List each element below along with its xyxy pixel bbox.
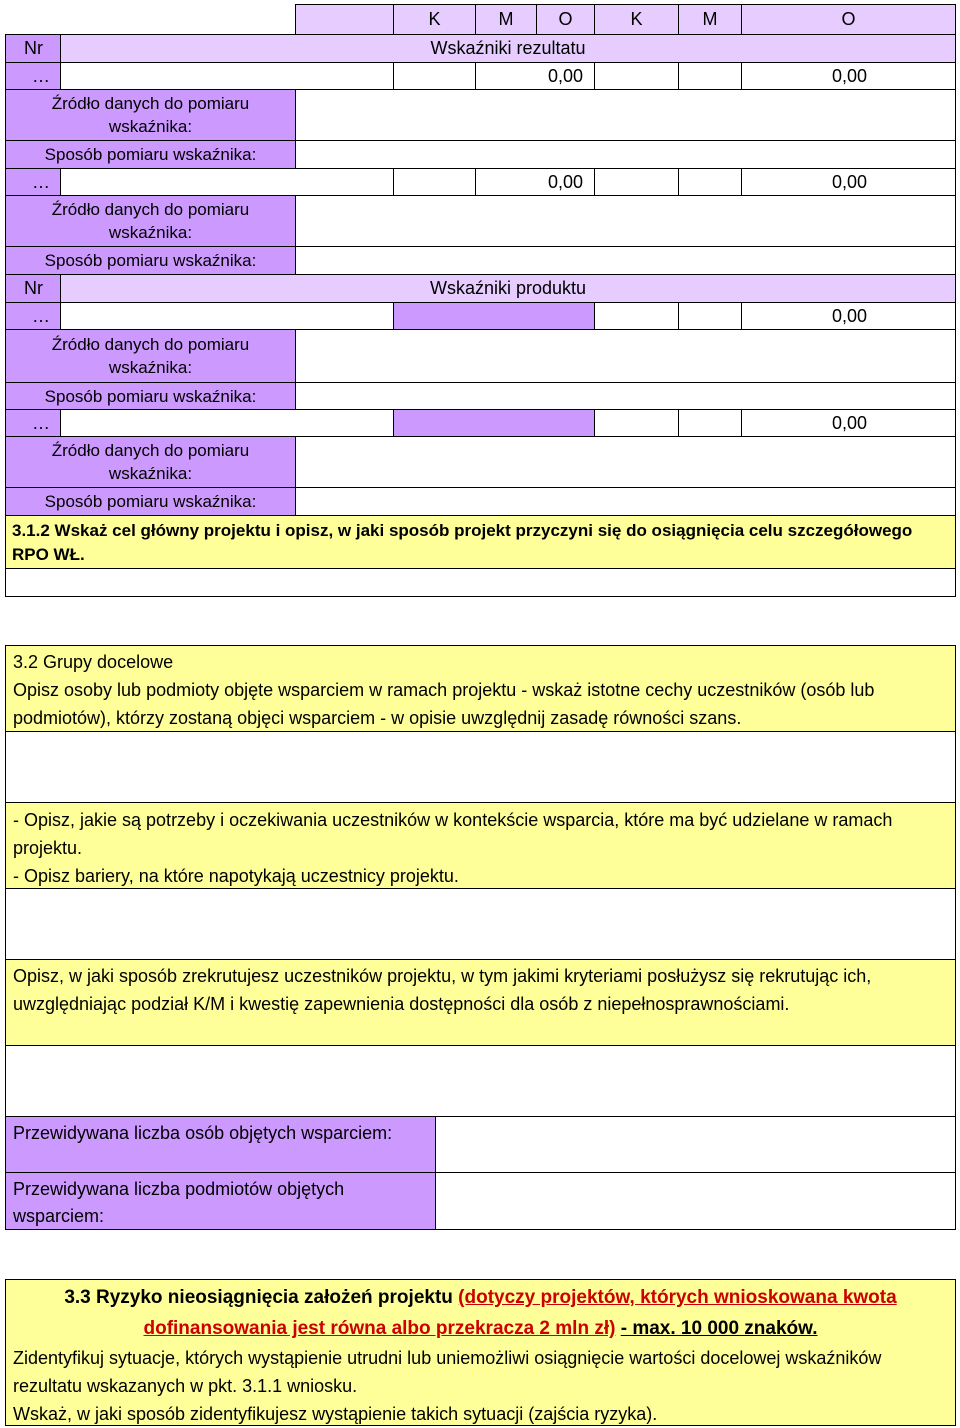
indicator-m-field[interactable]	[678, 168, 742, 196]
header-m: M	[678, 4, 742, 35]
indicator-k-field[interactable]	[594, 168, 679, 196]
source-field[interactable]	[295, 89, 956, 141]
section-33-limit: - max. 10 000 znaków.	[620, 1318, 818, 1339]
indicator-o-value: 0,00	[741, 302, 956, 330]
source-label: Źródło danych do pomiaru wskaźnika:	[5, 436, 296, 488]
indicator-m-field[interactable]	[678, 62, 742, 90]
needs-instructions	[5, 802, 956, 889]
header-k: K	[594, 4, 679, 35]
header-blank	[295, 4, 394, 35]
product-indicators-title: Wskaźniki produktu	[60, 274, 956, 303]
source-label: Źródło danych do pomiaru wskaźnika:	[5, 89, 296, 141]
indicator-name-field[interactable]	[60, 302, 394, 330]
indicator-k-field[interactable]	[594, 62, 679, 90]
indicator-name-field[interactable]	[60, 409, 394, 437]
section-33-line-2: Wskaż, w jaki sposób zidentyfikujesz wystąpienie takich sytuacji (zajścia ryzyka).	[13, 1404, 658, 1424]
persons-count-field[interactable]	[435, 1116, 956, 1173]
needs-line-2: - Opisz bariery, na które napotykają uczestnicy projektu.	[13, 866, 459, 886]
section-312-field[interactable]	[5, 568, 956, 597]
indicator-k-field[interactable]	[393, 62, 476, 90]
indicator-k-field[interactable]	[594, 302, 679, 330]
entities-count-field[interactable]	[435, 1172, 956, 1230]
method-label: Sposób pomiaru wskaźnika:	[5, 140, 296, 169]
row-marker: …	[5, 409, 61, 437]
method-field[interactable]	[295, 140, 956, 169]
indicator-base-field[interactable]	[393, 302, 595, 330]
method-field[interactable]	[295, 246, 956, 275]
section-33-box	[5, 1279, 956, 1426]
target-groups-field[interactable]	[5, 731, 956, 803]
section-312-heading: 3.1.2 Wskaż cel główny projektu i opisz, w jaki sposób projekt przyczyni się do osiągnięcia celu szczegółowego RPO WŁ.	[5, 515, 956, 569]
entities-count-label: Przewidywana liczba podmiotów objętych wsparciem:	[5, 1172, 436, 1230]
persons-count-label: Przewidywana liczba osób objętych wsparciem:	[5, 1116, 436, 1173]
section-33-title: 3.3 Ryzyko nieosiągnięcia założeń projektu	[64, 1287, 453, 1308]
indicator-k-field[interactable]	[393, 168, 476, 196]
recruitment-field[interactable]	[5, 1045, 956, 1117]
indicator-base-field[interactable]	[393, 409, 595, 437]
indicator-o-value: 0,00	[741, 62, 956, 90]
source-label: Źródło danych do pomiaru wskaźnika:	[5, 329, 296, 383]
source-field[interactable]	[295, 436, 956, 488]
indicator-k-field[interactable]	[594, 409, 679, 437]
section-32-header	[5, 645, 956, 732]
method-label: Sposób pomiaru wskaźnika:	[5, 246, 296, 275]
section-33-note: (dotyczy projektów, których wnioskowana kwota dofinansowania jest równa albo przekracza 2 mln zł)	[143, 1287, 897, 1339]
method-field[interactable]	[295, 487, 956, 516]
needs-line-1: - Opisz, jakie są potrzeby i oczekiwania uczestników w kontekście wsparcia, które ma być udzielane w ramach projektu.	[13, 810, 893, 858]
section-32-intro: Opisz osoby lub podmioty objęte wsparciem w ramach projektu - wskaż istotne cechy uczestników (osób lub podmiotów), którzy zostaną objęci wsparciem - w opisie uwzględnij zasadę równości szans.	[13, 680, 875, 728]
method-label: Sposób pomiaru wskaźnika:	[5, 382, 296, 410]
header-m: M	[475, 4, 537, 35]
header-o: O	[741, 4, 956, 35]
indicator-name-field[interactable]	[60, 62, 394, 90]
indicator-m-field[interactable]	[678, 409, 742, 437]
header-o: O	[536, 4, 595, 35]
nr-label: Nr	[5, 34, 61, 63]
recruitment-instructions: Opisz, w jaki sposób zrekrutujesz uczestników projektu, w tym jakimi kryteriami posłużysz się rekrutując ich, uwzględniając podział K/M i kwestię zapewnienia dostępności dla osób z niepełnosprawnościami.	[5, 959, 956, 1046]
indicator-name-field[interactable]	[60, 168, 394, 196]
source-field[interactable]	[295, 195, 956, 247]
source-label: Źródło danych do pomiaru wskaźnika:	[5, 195, 296, 247]
section-33-heading	[13, 1282, 948, 1344]
row-marker: …	[5, 62, 61, 90]
indicator-o-value: 0,00	[547, 172, 584, 192]
section-33-line-1: Zidentyfikuj sytuacje, których wystąpienie utrudni lub uniemożliwi osiągnięcie wartości docelowej wskaźników rezultatu wskazanych w pkt. 3.1.1 wniosku.	[13, 1348, 882, 1396]
row-marker: …	[5, 168, 61, 196]
source-field[interactable]	[295, 329, 956, 383]
header-k: K	[393, 4, 476, 35]
indicator-m-field[interactable]	[678, 302, 742, 330]
indicator-o-value: 0,00	[741, 409, 956, 437]
nr-label: Nr	[5, 274, 61, 303]
indicator-o-value: 0,00	[547, 66, 584, 86]
method-label: Sposób pomiaru wskaźnika:	[5, 487, 296, 516]
needs-field[interactable]	[5, 888, 956, 960]
result-indicators-title: Wskaźniki rezultatu	[60, 34, 956, 63]
indicator-o-value: 0,00	[741, 168, 956, 196]
row-marker: …	[5, 302, 61, 330]
section-32-title: 3.2 Grupy docelowe	[13, 652, 174, 672]
method-field[interactable]	[295, 382, 956, 410]
